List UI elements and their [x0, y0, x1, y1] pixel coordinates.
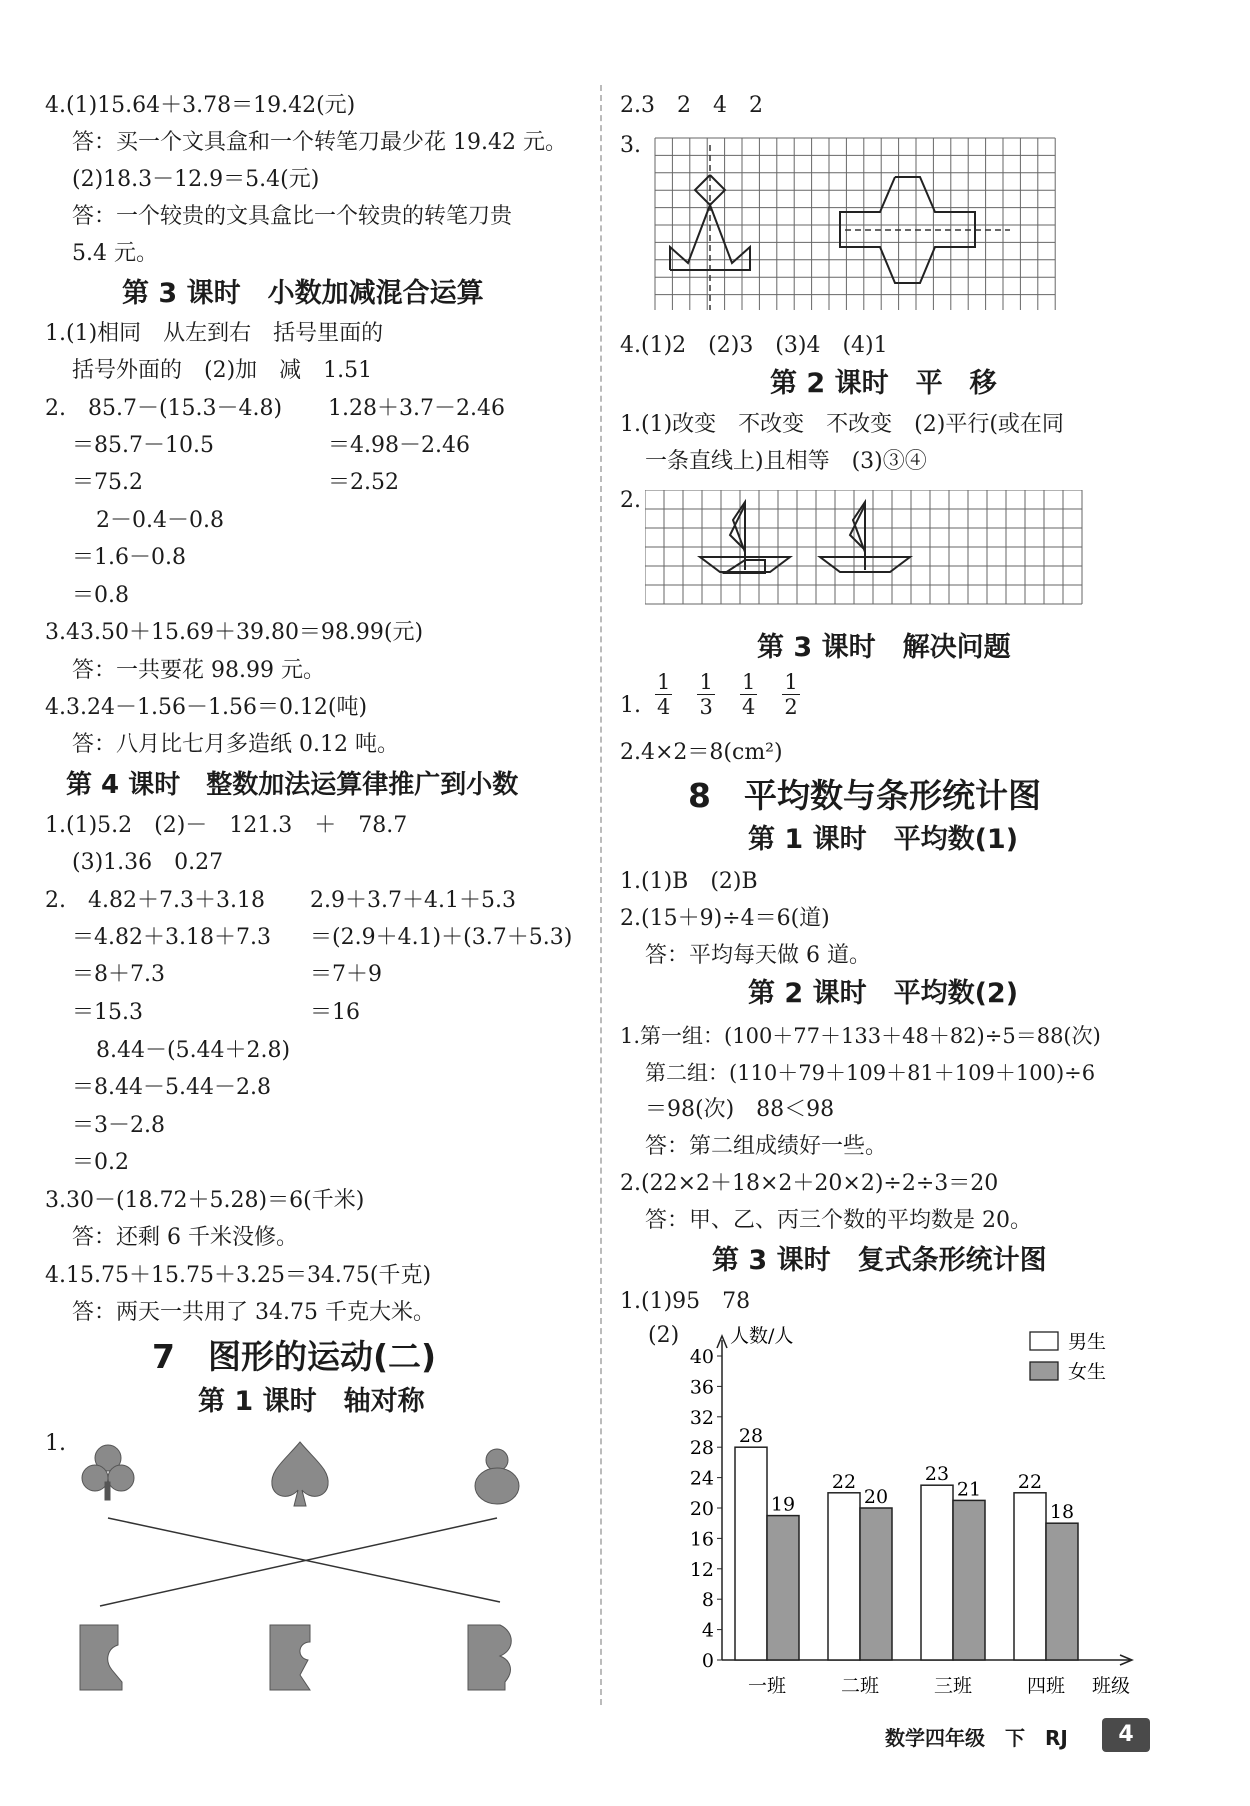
text-line: ＝85.7－10.5 — [72, 433, 214, 458]
fraction-list — [645, 670, 810, 719]
bar-value-label: 22 — [1017, 1470, 1043, 1493]
translation-grid — [645, 490, 1090, 615]
axis-symmetry-grid — [650, 135, 1070, 310]
text-line: 4.15.75＋15.75＋3.25＝34.75(千克) — [45, 1263, 432, 1288]
y-tick-label: 28 — [689, 1437, 714, 1460]
section-heading: 第 3 课时 复式条形统计图 — [712, 1245, 1047, 1276]
text-line: 2.9＋3.7＋4.1＋5.3 — [310, 888, 516, 913]
text-line: 第二组：(110＋79＋109＋81＋109＋100)÷6 — [645, 1061, 1096, 1085]
chapter-heading: 7 图形的运动(二) — [152, 1337, 437, 1376]
text-line: ＝2.52 — [328, 470, 399, 495]
section-heading: 第 4 课时 整数加法运算律推广到小数 — [66, 770, 519, 800]
spade-icon — [272, 1442, 328, 1506]
fraction: $\frac{1}{4}$ — [657, 670, 671, 719]
bar — [921, 1485, 953, 1660]
text-line: 4.(1)15.64＋3.78＝19.42(元) — [45, 93, 356, 118]
text-line: 答：第二组成绩好一些。 — [645, 1134, 888, 1159]
bar-value-label: 19 — [770, 1493, 796, 1516]
bar — [860, 1508, 892, 1660]
text-line: 3.30－(18.72＋5.28)＝6(千米) — [45, 1188, 365, 1213]
section-heading: 第 3 课时 小数加减混合运算 — [122, 278, 484, 309]
bar — [953, 1500, 985, 1660]
text-line: 1.(1)B (2)B — [620, 869, 758, 894]
chapter-heading: 8 平均数与条形统计图 — [688, 776, 1041, 815]
text-line: 1.(1)95 78 — [620, 1289, 751, 1314]
text-line: 答：两天一共用了 34.75 千克大米。 — [72, 1300, 435, 1325]
bar-value-label: 22 — [831, 1470, 857, 1493]
bar — [1046, 1523, 1078, 1660]
legend-swatch — [1030, 1332, 1058, 1350]
double-bar-chart — [680, 1320, 1140, 1700]
bar — [767, 1516, 799, 1660]
gourd-icon — [475, 1449, 519, 1504]
y-tick-label: 0 — [701, 1650, 714, 1672]
section-heading: 第 2 课时 平 移 — [770, 368, 997, 399]
legend-label: 男生 — [1068, 1331, 1107, 1353]
text-line: 2－0.4－0.8 — [96, 508, 224, 533]
symmetry-matching-figure — [60, 1420, 550, 1700]
text-line: ＝4.98－2.46 — [328, 433, 470, 458]
text-line: 2. 4.82＋7.3＋3.18 — [45, 888, 265, 913]
fraction: $\frac{1}{3}$ — [699, 670, 713, 719]
footer-subject: 数学四年级 下 RJ — [885, 1726, 1068, 1750]
text-line: ＝(2.9＋4.1)＋(3.7＋5.3) — [310, 925, 573, 950]
text-line: (3)1.36 0.27 — [72, 850, 224, 875]
text-line: 1. — [45, 1431, 66, 1456]
legend-swatch — [1030, 1362, 1058, 1380]
y-tick-label: 36 — [689, 1376, 714, 1399]
y-tick-label: 16 — [689, 1528, 714, 1551]
text-line: ＝3－2.8 — [72, 1113, 165, 1138]
clover-icon — [82, 1445, 134, 1500]
text-line: 1.第一组：(100＋77＋133＋48＋82)÷5＝88(次) — [620, 1024, 1101, 1048]
bar — [1014, 1493, 1046, 1660]
bar-value-label: 28 — [738, 1425, 764, 1448]
y-tick-label: 20 — [689, 1498, 714, 1520]
text-line: ＝1.6－0.8 — [72, 545, 186, 570]
section-heading: 第 2 课时 平均数(2) — [748, 978, 1019, 1009]
text-line: 答：一共要花 98.99 元。 — [72, 658, 325, 683]
section-heading: 第 1 课时 平均数(1) — [748, 824, 1019, 855]
category-label: 四班 — [1026, 1675, 1066, 1697]
category-label: 一班 — [747, 1675, 787, 1697]
text-line: (2) — [648, 1323, 680, 1348]
text-line: 2.(15＋9)÷4＝6(道) — [620, 906, 830, 931]
bar-value-label: 23 — [924, 1463, 950, 1486]
text-line: 答：平均每天做 6 道。 — [645, 943, 871, 968]
text-line: 2. 85.7－(15.3－4.8) — [45, 396, 283, 421]
legend-label: 女生 — [1068, 1361, 1107, 1383]
text-line: ＝4.82＋3.18＋7.3 — [72, 925, 271, 950]
text-line: 2.3 2 4 2 — [620, 93, 763, 118]
text-line: 答：买一个文具盒和一个转笔刀最少花 19.42 元。 — [72, 130, 567, 155]
text-line: 8.44－(5.44＋2.8) — [96, 1038, 291, 1063]
y-axis-label: 人数/人 — [730, 1325, 794, 1347]
bar-value-label: 20 — [863, 1486, 889, 1508]
text-line: 1.(1)改变 不改变 不改变 (2)平行(或在同 — [620, 412, 1064, 437]
text-line: 3.43.50＋15.69＋39.80＝98.99(元) — [45, 620, 424, 645]
bar-value-label: 21 — [956, 1478, 982, 1501]
text-line: ＝98(次) 88＜98 — [645, 1097, 835, 1122]
section-heading: 第 1 课时 轴对称 — [198, 1386, 425, 1417]
category-label: 二班 — [840, 1675, 880, 1697]
text-line: (2)18.3－12.9＝5.4(元) — [72, 167, 320, 192]
category-label: 三班 — [933, 1675, 973, 1697]
text-line: 答：一个较贵的文具盒比一个较贵的转笔刀贵 — [72, 204, 513, 229]
text-line: 1. — [620, 693, 641, 718]
text-line: 括号外面的 (2)加 减 1.51 — [72, 358, 373, 383]
text-line: 1.(1)5.2 (2)－ 121.3 ＋ 78.7 — [45, 813, 408, 838]
half-shape-icon — [468, 1625, 511, 1690]
text-line: ＝0.2 — [72, 1150, 129, 1175]
text-line: 答：甲、乙、丙三个数的平均数是 20。 — [645, 1208, 1032, 1233]
text-line: 4.(1)2 (2)3 (3)4 (4)1 — [620, 333, 888, 358]
text-line: 一条直线上)且相等 (3)③④ — [645, 449, 927, 474]
text-line: 2. — [620, 488, 641, 513]
text-line: ＝15.3 — [72, 1000, 143, 1025]
bar — [828, 1493, 860, 1660]
text-line: 答：还剩 6 千米没修。 — [72, 1225, 298, 1250]
y-tick-label: 8 — [701, 1589, 714, 1612]
text-line: 4.3.24－1.56－1.56＝0.12(吨) — [45, 695, 368, 720]
y-tick-label: 12 — [689, 1558, 714, 1581]
section-heading: 第 3 课时 解决问题 — [757, 632, 1011, 663]
text-line: ＝8＋7.3 — [72, 962, 165, 987]
y-tick-label: 4 — [701, 1619, 714, 1642]
text-line: 2.(22×2＋18×2＋20×2)÷2÷3＝20 — [620, 1171, 999, 1196]
bar — [735, 1447, 767, 1660]
match-line — [100, 1518, 497, 1606]
page-number: 4 — [1102, 1718, 1150, 1752]
text-line: 2.4×2＝8(cm²) — [620, 740, 783, 765]
text-line: 1.28＋3.7－2.46 — [328, 396, 505, 421]
bar-value-label: 18 — [1049, 1501, 1075, 1524]
text-line: 3. — [620, 133, 641, 158]
text-line: ＝8.44－5.44－2.8 — [72, 1075, 271, 1100]
fraction: $\frac{1}{2}$ — [784, 670, 798, 719]
text-line: ＝16 — [310, 1000, 360, 1025]
text-line: ＝7＋9 — [310, 962, 382, 987]
half-shape-icon — [270, 1625, 310, 1690]
text-line: ＝0.8 — [72, 583, 129, 608]
text-line: 答：八月比七月多造纸 0.12 吨。 — [72, 732, 399, 757]
text-line: 1.(1)相同 从左到右 括号里面的 — [45, 321, 384, 346]
text-line: 5.4 元。 — [72, 241, 158, 266]
half-shape-icon — [80, 1625, 122, 1690]
fraction: $\frac{1}{4}$ — [741, 670, 756, 719]
y-tick-label: 24 — [689, 1467, 714, 1490]
y-tick-label: 40 — [689, 1346, 714, 1368]
y-tick-label: 32 — [689, 1406, 714, 1429]
x-axis-label: 班级 — [1092, 1675, 1131, 1697]
column-divider — [600, 85, 602, 1705]
text-line: ＝75.2 — [72, 470, 143, 495]
